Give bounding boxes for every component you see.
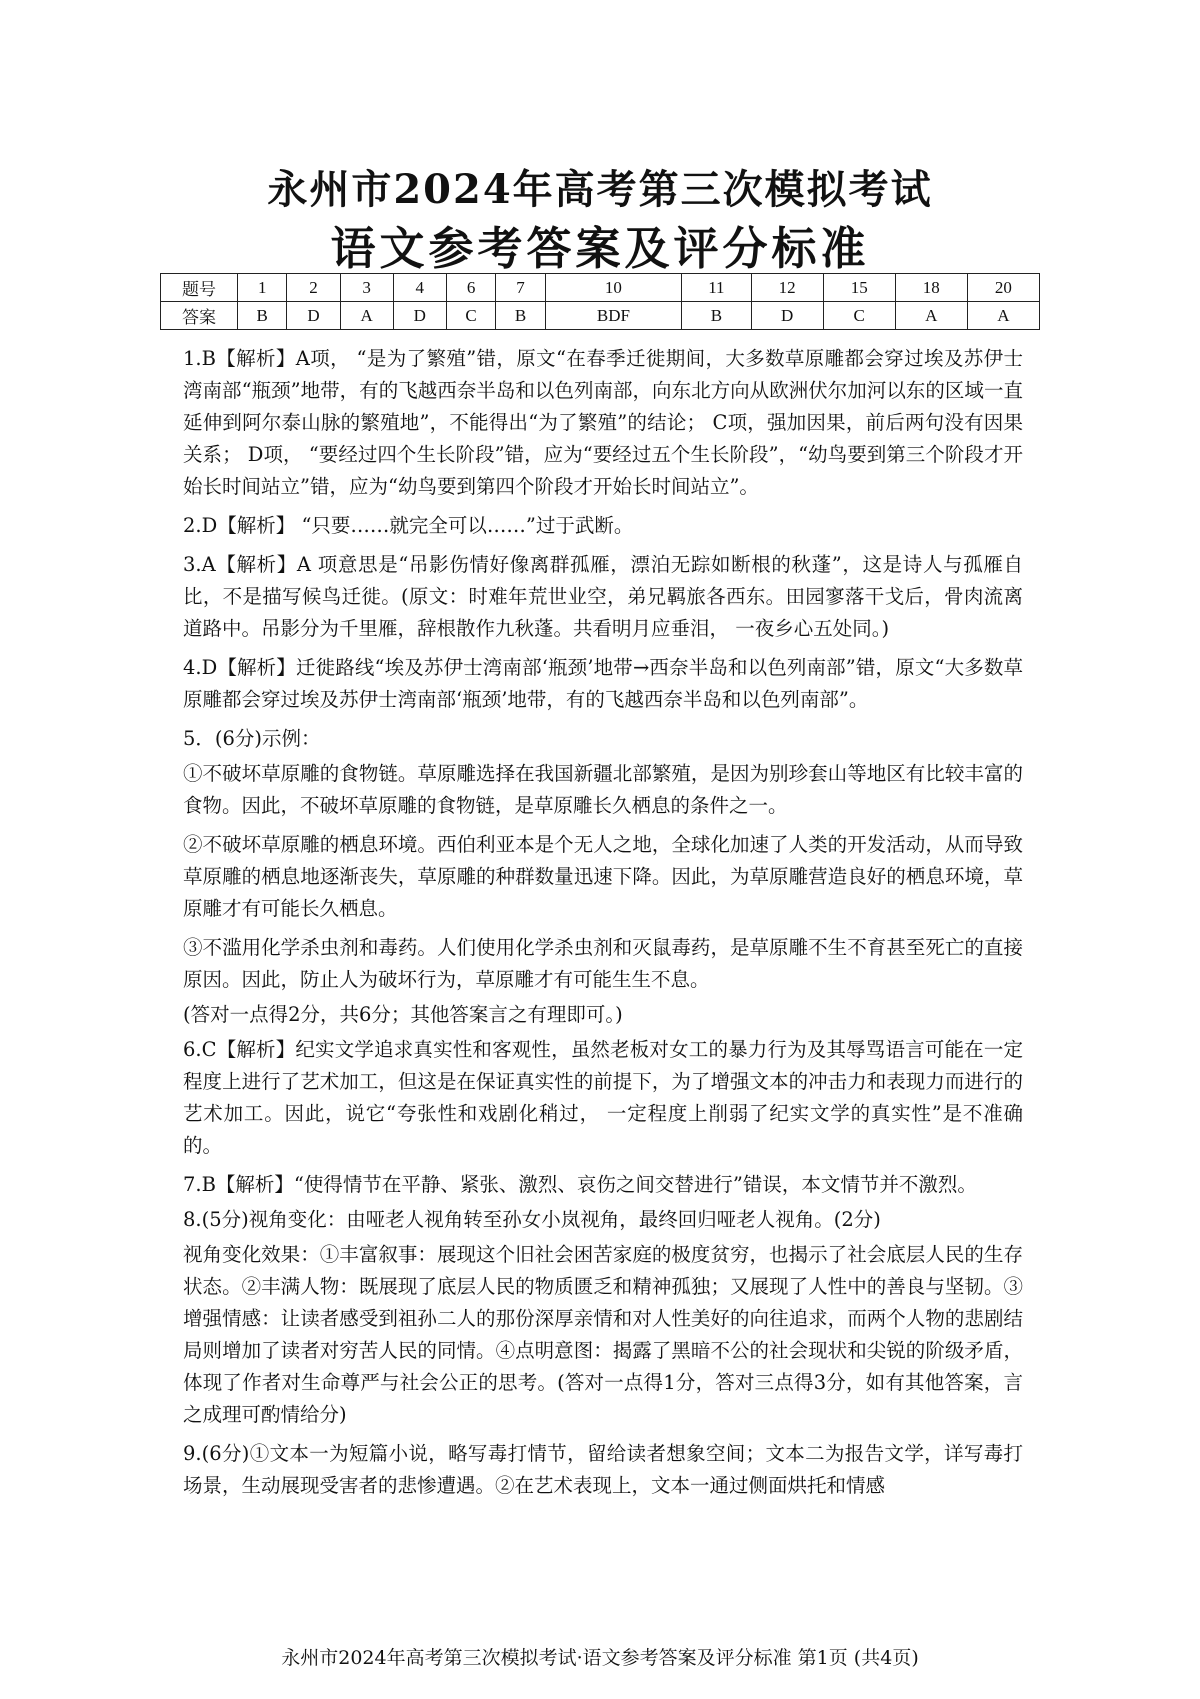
answer-cell: BDF [545,302,681,330]
page-footer: 永州市2024年高考第三次模拟考试·语文参考答案及评分标准 第1页 (共4页) [281,1647,919,1669]
explanation-q5-point1: ①不破坏草原雕的食物链。草原雕选择在我国新疆北部繁殖，是因为别珍套山等地区有比较丰富的食物。因此，不破坏草原雕的食物链，是草原雕长久栖息的条件之一。 [183,762,1023,817]
question-number: 12 [751,274,823,302]
explanation-q4: 4.D【解析】迁徙路线“埃及苏伊士湾南部‘瓶颈’地带→西奈半岛和以色列南部”错，原文“大多数草原雕都会穿过埃及苏伊士湾南部‘瓶颈’地带，有的飞越西奈半岛和以色列南部”。 [183,656,1023,711]
answer-cell: C [823,302,895,330]
explanation-q1: 1.B【解析】A项， “是为了繁殖”错，原文“在春季迁徙期间，大多数草原雕都会穿过埃及苏伊士湾南部“瓶颈”地带，有的飞越西奈半岛和以色列南部，向东北方向从欧洲伏尔加河以东的区域一直延伸到阿尔泰山脉的繁殖地”，不能得出“为了繁殖”的结论； C项，强加因果，前后两句没有因果关系； D项， “要经过四个生长阶段”错，应为“要经过五个生长阶段”，“幼鸟要到第三个阶段才开始长时间站立”错，应为“幼鸟要到第四个阶段才开始长时间站立”。 [183,347,1023,498]
answer-cell: B [682,302,752,330]
answer-cell: B [496,302,545,330]
page-title: 永州市2024年高考第三次模拟考试 [267,166,933,213]
explanation-q8-heading: 8.(5分)视角变化：由哑老人视角转至孙女小岚视角，最终回归哑老人视角。(2分) [183,1208,881,1231]
answer-table [160,273,1040,330]
answer-cell: D [751,302,823,330]
explanation-q7: 7.B【解析】“使得情节在平静、紧张、激烈、哀伤之间交替进行”错误，本文情节并不激烈。 [183,1173,977,1196]
question-number-row [161,274,1040,302]
explanation-q3: 3.A【解析】A 项意思是“吊影伤情好像离群孤雁，漂泊无踪如断根的秋蓬”，这是诗人与孤雁自比，不是描写候鸟迁徙。(原文：时难年荒世业空，弟兄羁旅各西东。田园寥落干戈后，骨肉流离道路中。吊影分为千里雁，辞根散作九秋蓬。共看明月应垂泪， 一夜乡心五处同。) [183,553,1023,640]
question-number: 4 [393,274,446,302]
question-number: 3 [340,274,393,302]
answer-cell: A [340,302,393,330]
question-number: 2 [287,274,340,302]
answer-cell: B [238,302,287,330]
explanation-q2: 2.D【解析】 “只要……就完全可以……”过于武断。 [183,514,634,537]
question-number: 10 [545,274,681,302]
question-number: 7 [496,274,545,302]
answer-row [161,302,1040,330]
answer-explanations [183,343,1023,1509]
answer-cell: D [287,302,340,330]
answer-cell: A [895,302,967,330]
question-number: 1 [238,274,287,302]
row-label: 题号 [161,274,238,302]
answer-cell: D [393,302,446,330]
answer-cell: A [967,302,1039,330]
question-number: 20 [967,274,1039,302]
explanation-q9: 9.(6分)①文本一为短篇小说，略写毒打情节，留给读者想象空间；文本二为报告文学，详写毒打场景，生动展现受害者的悲惨遭遇。②在艺术表现上，文本一通过侧面烘托和情感 [183,1442,1023,1497]
explanation-q6: 6.C【解析】纪实文学追求真实性和客观性，虽然老板对女工的暴力行为及其辱骂语言可能在一定程度上进行了艺术加工，但这是在保证真实性的前提下，为了增强文本的冲击力和表现力而进行的艺术加工。因此，说它“夸张性和戏剧化稍过， 一定程度上削弱了纪实文学的真实性”是不准确的。 [183,1038,1023,1157]
page-subtitle: 语文参考答案及评分标准 [330,222,870,275]
explanation-q5-point3: ③不滥用化学杀虫剂和毒药。人们使用化学杀虫剂和灭鼠毒药，是草原雕不生不育甚至死亡的直接原因。因此，防止人为破坏行为，草原雕才有可能生生不息。 [183,936,1023,991]
question-number: 18 [895,274,967,302]
answer-cell: C [446,302,495,330]
explanation-q5-point2: ②不破坏草原雕的栖息环境。西伯利亚本是个无人之地，全球化加速了人类的开发活动，从而导致草原雕的栖息地逐渐丧失，草原雕的种群数量迅速下降。因此，为草原雕营造良好的栖息环境，草原雕才有可能长久栖息。 [183,833,1023,920]
explanation-q5-heading: 5．(6分)示例： [183,727,321,750]
question-number: 11 [682,274,752,302]
row-label: 答案 [161,302,238,330]
question-number: 6 [446,274,495,302]
explanation-q8-effects: 视角变化效果：①丰富叙事：展现这个旧社会困苦家庭的极度贫穷，也揭示了社会底层人民的生存状态。②丰满人物：既展现了底层人民的物质匮乏和精神孤独；又展现了人性中的善良与坚韧。③增强情感：让读者感受到祖孙二人的那份深厚亲情和对人性美好的向往追求，而两个人物的悲剧结局则增加了读者对穷苦人民的同情。④点明意图：揭露了黑暗不公的社会现状和尖锐的阶级矛盾，体现了作者对生命尊严与社会公正的思考。(答对一点得1分，答对三点得3分，如有其他答案，言之成理可酌情给分) [183,1243,1023,1426]
scoring-note-q5: (答对一点得2分，共6分；其他答案言之有理即可。) [183,1003,623,1026]
question-number: 15 [823,274,895,302]
